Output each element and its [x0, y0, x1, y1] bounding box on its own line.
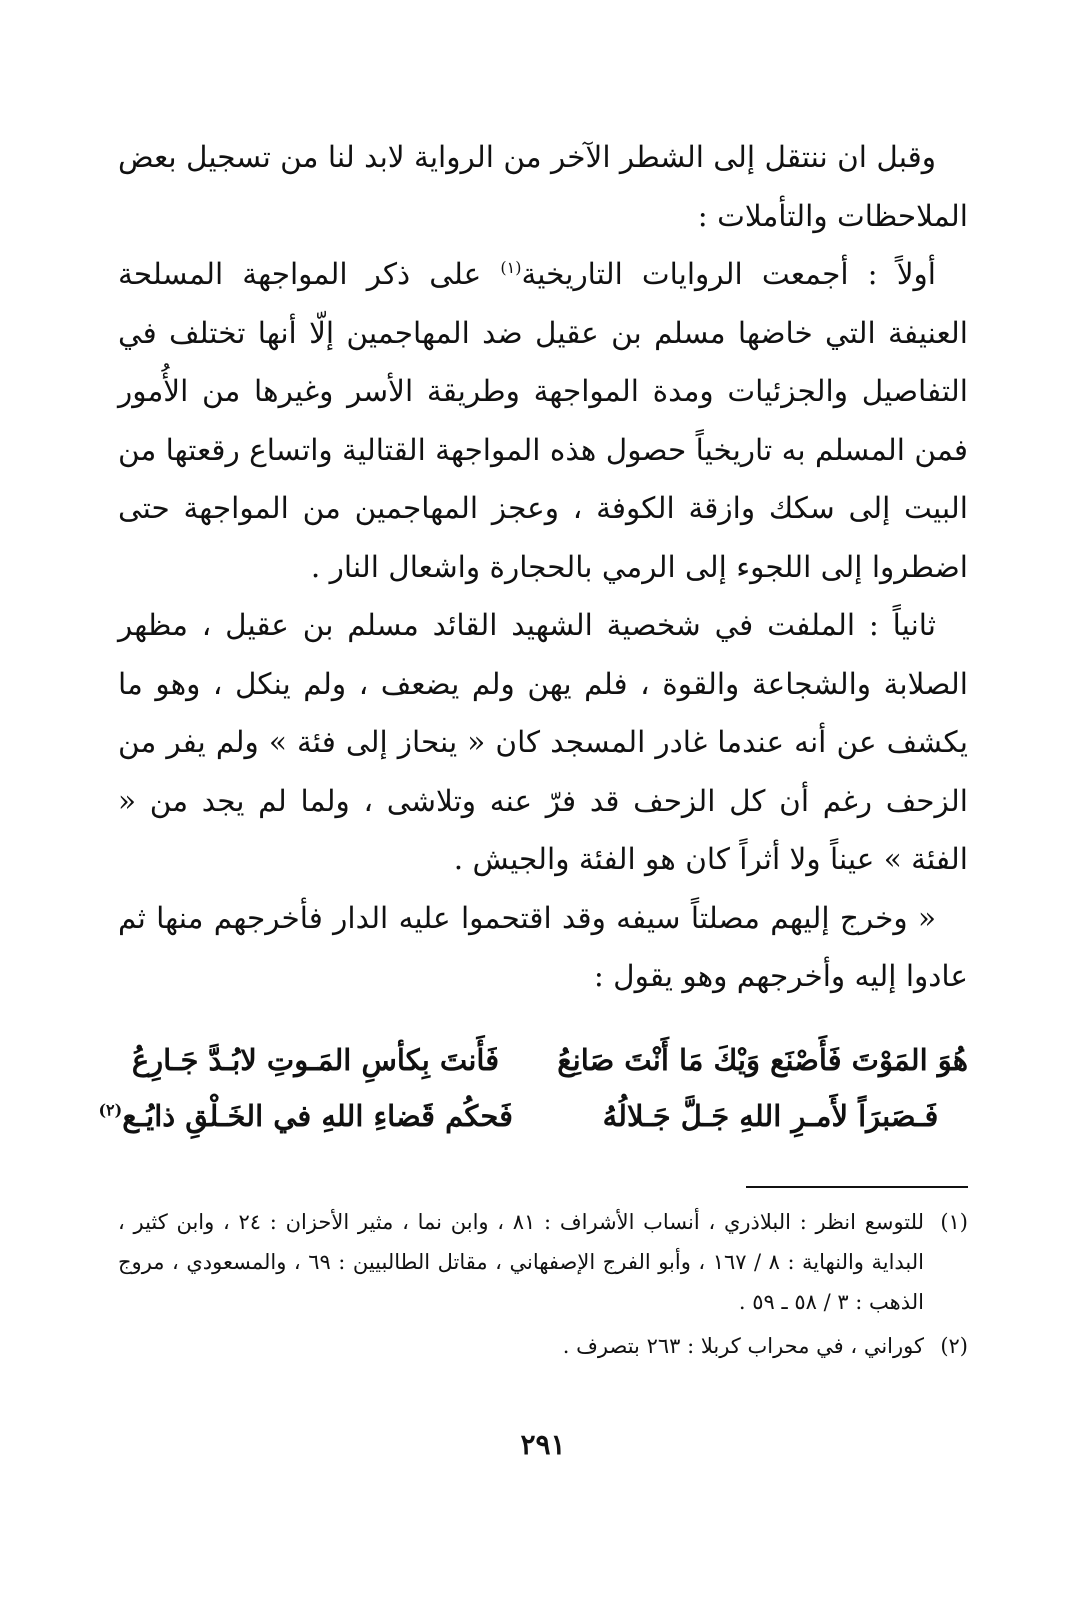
paragraph-first-note-start: أولاً : أجمعت الروايات التاريخية [521, 257, 936, 291]
footnote-1 [118, 1202, 968, 1322]
poem-verse-2-second-hemistich [98, 1088, 513, 1144]
footnote-2-text: كوراني ، في محراب كربلا : ٢٦٣ بتصرف . [562, 1334, 924, 1358]
paragraph-first-note [118, 245, 968, 596]
poem-verse-1-first-hemistich: هُوَ المَوْتَ فَأَصْنَع وَيْكَ مَا أَنْتَ صَانِعُ [557, 1043, 968, 1077]
footnote-2 [118, 1326, 968, 1366]
footnote-1-text: للتوسع انظر : البلاذري ، أنساب الأشراف : ٨١ ، وابن نما ، مثير الأحزان : ٢٤ ، وابن كثير ، البداية والنهاية : ٨ / ١٦٧ ، وأبو الفرج الإصفهاني ، مقاتل الطالبيين : ٦٩ ، والمسعودي ، مروج الذهب : ٣ / ٥٨ ـ ٥٩ . [118, 1210, 924, 1314]
poem-verse-2-second-text: فَحكُم قَضاءِ اللهِ في الخَـلْقِ ذايُـع [122, 1099, 513, 1133]
footnote-1-number: (١) [940, 1210, 968, 1234]
footnotes [118, 1202, 968, 1370]
paragraph-intro: وقبل ان ننتقل إلى الشطر الآخر من الرواية لابد لنا من تسجيل بعض الملاحظات والتأملات : [118, 140, 968, 233]
paragraph-second-note: ثانياً : الملفت في شخصية الشهيد القائد مسلم بن عقيل ، مظهر الصلابة والشجاعة والقوة ، فلم يهن ولم يضعف ، ولم ينكل ، وهو ما يكشف عن أنه عندما غادر المسجد كان « ينحاز إلى فئة » ولم يفر من الزحف رغم أن كل الزحف قد فرّ عنه وتلاشى ، ولما لم يجد من « الفئة » عيناً ولا أثراً كان هو الفئة والجيش . [118, 608, 968, 876]
footnote-divider [746, 1186, 968, 1188]
poem-verse-1-second-hemistich: فَأَنتَ بِكأسِ المَـوتِ لابُـدَّ جَـارِعُ [131, 1043, 500, 1077]
poem-verse-2 [98, 1088, 968, 1144]
footnote-2-number: (٢) [940, 1334, 968, 1358]
poem [98, 1032, 968, 1144]
poem-verse-2-first-hemistich: فَـصَبرَاً لأَمـرِ اللهِ جَـلَّ جَـلالُهُ [602, 1099, 939, 1133]
main-text [118, 128, 968, 1006]
paragraph-first-note-rest: على ذكر المواجهة المسلحة العنيفة التي خاضها مسلم بن عقيل ضد المهاجمين إلّا أنها تختلف في التفاصيل والجزئيات ومدة المواجهة وطريقة الأسر وغيرها من الأُمور فمن المسلم به تاريخياً حصول هذه المواجهة القتالية واتساع رقعتها من البيت إلى سكك وازقة الكوفة ، وعجز المهاجمين من المواجهة حتى اضطروا إلى اللجوء إلى الرمي بالحجارة واشعال النار . [118, 257, 968, 584]
paragraph-quote: « وخرج إليهم مصلتاً سيفه وقد اقتحموا عليه الدار فأخرجهم منها ثم عادوا إليه وأخرجهم وهو يقول : [118, 900, 968, 993]
poem-verse-1 [118, 1032, 968, 1088]
footnote-ref-1[interactable]: (١) [500, 258, 522, 278]
page-number: ٢٩١ [520, 1428, 566, 1461]
footnote-ref-2[interactable]: (٢) [98, 1100, 123, 1120]
